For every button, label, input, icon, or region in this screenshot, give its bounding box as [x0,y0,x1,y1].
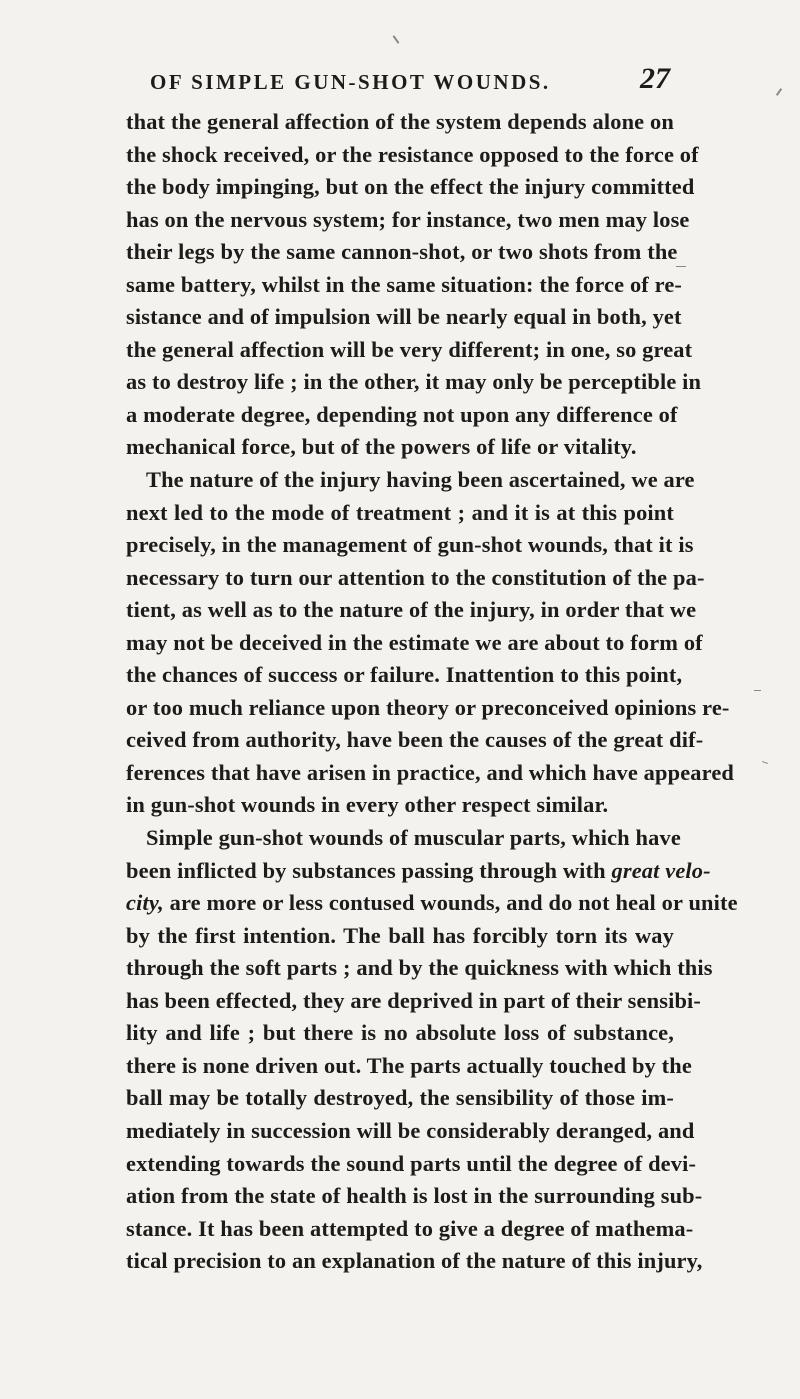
scan-mark [754,690,761,691]
text-line [126,855,711,888]
text-line: the chances of success or failure. Inattention to this point, [126,662,683,688]
running-head [150,62,670,102]
text-line: in gun-shot wounds in every other respect similar. [126,792,609,818]
text-line: that the general affection of the system depends alone on [126,109,674,134]
running-title: OF SIMPLE GUN-SHOT WOUNDS. [150,70,551,94]
text-line: may not be deceived in the estimate we are about to form of [126,629,703,655]
text-line: a moderate degree, depending not upon any difference of [126,401,678,427]
text-line: has on the nervous system; for instance, two men may lose [126,206,690,232]
text-line: by the first intention. The ball has forcibly torn its way [126,922,674,948]
text-line: through the soft parts ; and by the quickness with which this [126,955,713,981]
text-line: their legs by the same cannon-shot, or two shots from the [126,239,678,265]
text-line: same battery, whilst in the same situation: the force of re- [126,271,683,297]
text-line: extending towards the sound parts until the degree of devi- [126,1150,697,1176]
text-line: ceived from authority, have been the causes of the great dif- [126,727,704,753]
text-line: tient, as well as to the nature of the injury, in order that we [126,597,697,623]
scan-mark [393,35,400,44]
text-line: the shock received, or the resistance opposed to the force of [126,141,699,167]
scan-mark [762,761,768,764]
text-line: mediately in succession will be considerably deranged, and [126,1117,695,1143]
scan-mark [776,88,782,96]
scan-mark [676,266,686,267]
text-line: or too much reliance upon theory or preconceived opinions re- [126,694,730,720]
text-line: necessary to turn our attention to the constitution of the pa- [126,564,705,590]
text-line: there is none driven out. The parts actually touched by the [126,1052,692,1078]
text-line: next led to the mode of treatment ; and it is at this point [126,499,674,525]
text-line: precisely, in the management of gun-shot wounds, that it is [126,532,694,558]
text-line: stance. It has been attempted to give a degree of mathema- [126,1215,694,1241]
body-text [126,106,738,1278]
page-number: 27 [640,62,670,95]
text-line: the general affection will be very different; in one, so great [126,336,693,362]
text-line: mechanical force, but of the powers of life or vitality. [126,434,637,460]
text-line: Simple gun-shot wounds of muscular parts, which have [146,825,681,851]
text-line: has been effected, they are deprived in part of their sensibi- [126,987,702,1013]
text-line [126,887,738,920]
italic-phrase: great velo- [611,857,711,883]
line-segment: are more or less contused wounds, and do not heal or unite [169,890,738,916]
text-line: the body impinging, but on the effect the injury committed [126,174,695,200]
text-line: sistance and of impulsion will be nearly equal in both, yet [126,304,682,330]
text-line: lity and life ; but there is no absolute loss of substance, [126,1020,674,1046]
text-line: ball may be totally destroyed, the sensibility of those im- [126,1085,674,1111]
text-line: tical precision to an explanation of the nature of this injury, [126,1248,703,1274]
text-line: ferences that have arisen in practice, and which have appeared [126,759,735,785]
italic-phrase: city, [126,890,164,916]
line-segment: been inflicted by substances passing through with [126,857,606,883]
text-line: as to destroy life ; in the other, it may only be perceptible in [126,369,702,395]
text-line: The nature of the injury having been ascertained, we are [146,467,695,493]
text-line: ation from the state of health is lost in the surrounding sub- [126,1183,703,1209]
